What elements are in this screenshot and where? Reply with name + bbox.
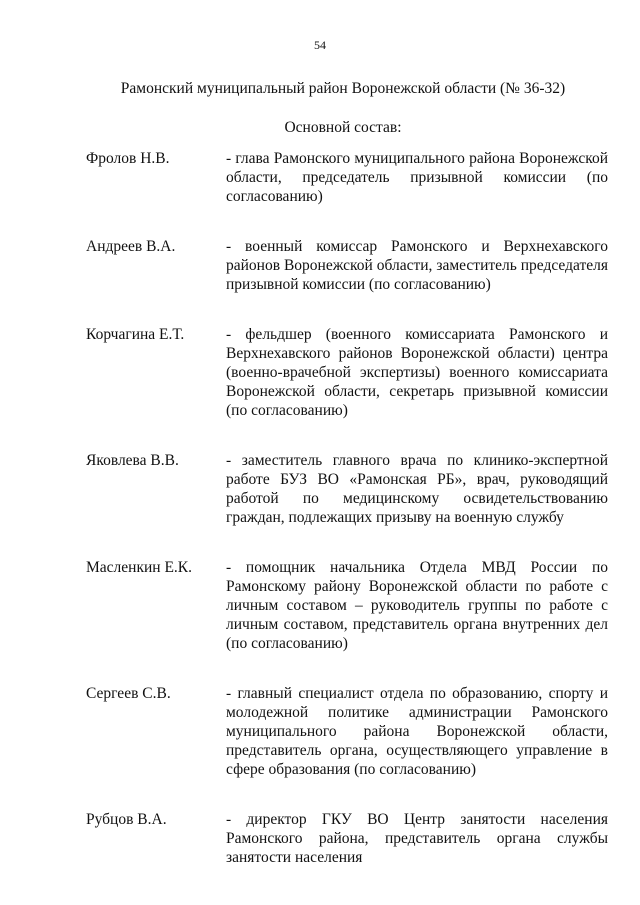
member-row — [86, 684, 608, 779]
member-row — [86, 810, 608, 867]
member-name: Масленкин Е.К. — [86, 559, 193, 576]
member-row — [86, 149, 608, 206]
member-role: - главный специалист отдела по образованию, спорту и молодежной политике администрации Рамонского муниципального района Воронежской области, представитель органа, осуществляющего управление в сфере образования (по согласованию) — [226, 685, 608, 778]
section-title: Основной состав: — [284, 119, 402, 136]
member-list — [86, 149, 608, 898]
member-name: Рубцов В.А. — [86, 811, 167, 828]
member-role: - директор ГКУ ВО Центр занятости населения Рамонского района, представитель органа службы занятости населения — [226, 811, 608, 866]
member-row — [86, 237, 608, 294]
member-role: - помощник начальника Отдела МВД России по Рамонскому району Воронежской области по работе с личным составом – руководитель группы по работе с личным составом, представитель органа внутренних дел (по согласованию) — [226, 559, 608, 652]
member-role: - военный комиссар Рамонского и Верхнехавского районов Воронежской области, заместитель председателя призывной комиссии (по согласованию) — [226, 238, 608, 293]
member-name: Яковлева В.В. — [86, 452, 179, 469]
member-row — [86, 325, 608, 420]
member-name: Андреев В.А. — [86, 238, 176, 255]
member-role: - заместитель главного врача по клинико-экспертной работе БУЗ ВО «Рамонская РБ», врач, руководящий работой по медицинскому освидетельствованию граждан, подлежащих призыву на военную службу — [226, 452, 608, 526]
member-name: Фролов Н.В. — [86, 150, 170, 167]
member-name: Сергеев С.В. — [86, 685, 171, 702]
document-title: Рамонский муниципальный район Воронежской области (№ 36-32) — [120, 80, 566, 97]
page-number: 54 — [314, 38, 326, 52]
member-row — [86, 451, 608, 527]
member-row — [86, 558, 608, 653]
member-role: - фельдшер (военного комиссариата Рамонского и Верхнехавского районов Воронежской области) центра (военно-врачебной экспертизы) военного комиссариата Воронежской области, секретарь призывной комиссии (по согласованию) — [226, 326, 608, 419]
member-role: - глава Рамонского муниципального района Воронежской области, председатель призывной комиссии (по согласованию) — [226, 150, 608, 205]
member-name: Корчагина Е.Т. — [86, 326, 185, 343]
